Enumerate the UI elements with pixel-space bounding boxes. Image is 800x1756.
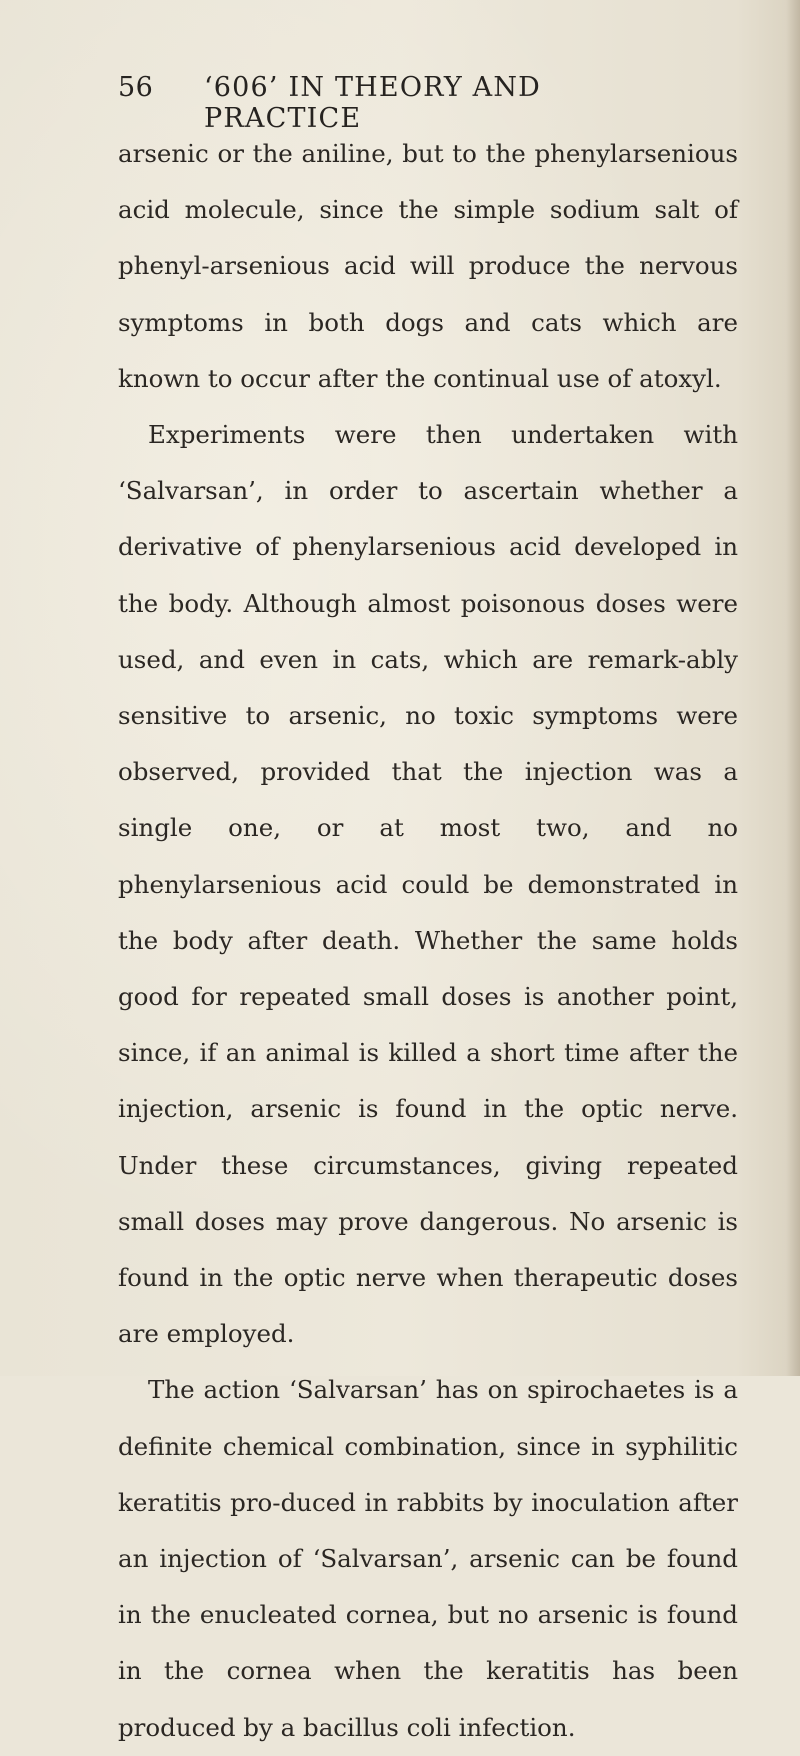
page-edge-shadow [786,0,800,1376]
paragraph-salvarsan-action: The action ‘Salvarsan’ has on spirochaetes is a definite chemical combination, since in syphilitic keratitis pro-duced in rabbits by inoculation after an injection of ‘Salvarsan’, arsenic can be found in the enucleated cornea, but no arsenic is found in the cornea when the keratitis has been produced by a bacillus coli infection. [118,1375,738,1742]
paragraph-salvarsan-experiments: Experiments were then undertaken with ‘Salvarsan’, in order to ascertain whether a derivative of phenylarsenious acid developed in the body. Although almost poisonous doses were used, and even in cats, which are remark-ably sensitive to arsenic, no toxic symptoms were observed, provided that the injection was a single one, or at most two, and no phenylarsenious acid could be demonstrated in the body after death. Whether the same holds good for repeated small doses is another point, since, if an animal is killed a short time after the injection, arsenic is found in the optic nerve. Under these circumstances, giving repeated small doses may prove dangerous. No arsenic is found in the optic nerve when therapeutic doses are employed. [118,420,738,1349]
body-text [118,126,738,1756]
page-number: 56 [118,72,154,103]
paragraph-continuation: arsenic or the aniline, but to the phenylarsenious acid molecule, since the simple sodium salt of phenyl-arsenious acid will produce the nervous symptoms in both dogs and cats which are known to occur after the continual use of atoxyl. [118,139,738,393]
running-head [118,72,678,134]
running-title: ‘606’ IN THEORY AND PRACTICE [204,72,542,134]
